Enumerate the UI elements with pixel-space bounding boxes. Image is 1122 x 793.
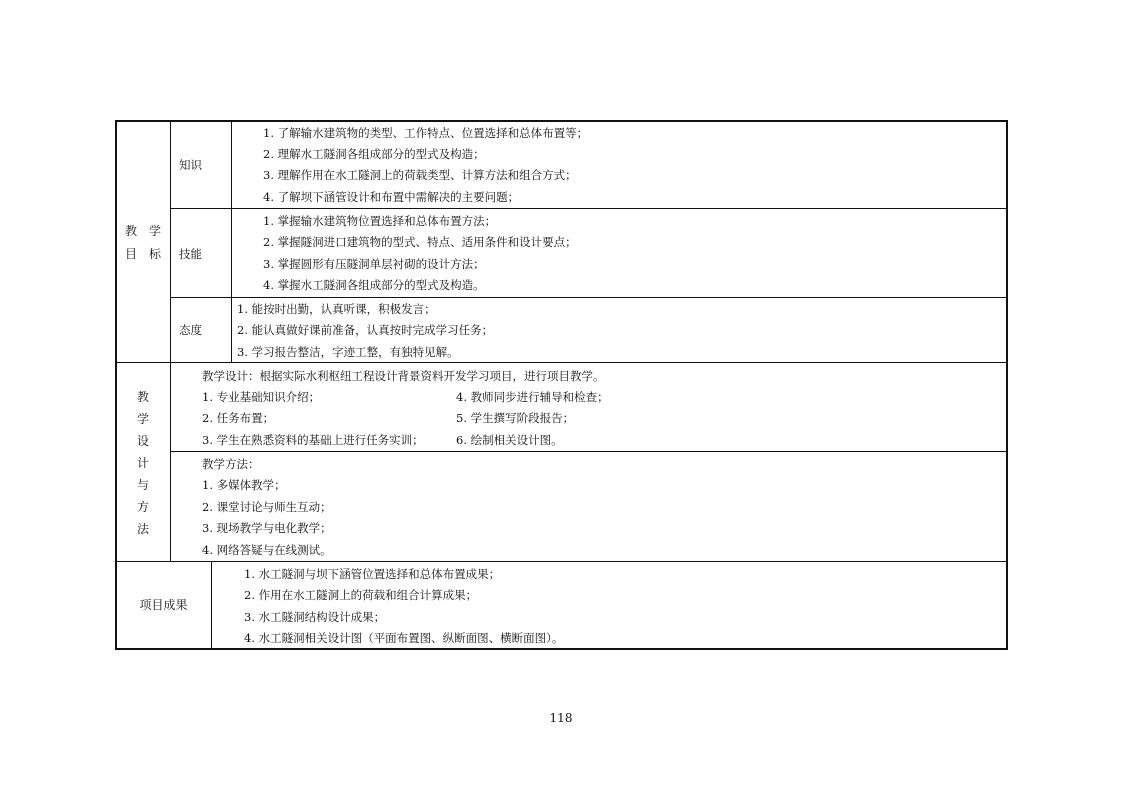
objectives-label-line2: 目 标 (124, 247, 161, 261)
divider (170, 363, 171, 561)
page-number: 118 (549, 711, 573, 725)
skills-item: 4. 掌握水工隧洞各组成部分的型式及构造。 (263, 278, 485, 292)
methods-item: 4. 网络答疑与在线测试。 (202, 543, 332, 557)
design-label-char: 学 (136, 412, 149, 426)
design-item: 3. 学生在熟悉资料的基础上进行任务实训； (202, 433, 424, 447)
methods-item: 3. 现场教学与电化教学； (202, 521, 332, 535)
table-border-bottom (115, 648, 1008, 650)
knowledge-item: 3. 理解作用在水工隧洞上的荷载类型、计算方法和组合方式； (263, 168, 577, 182)
attitude-label: 态度 (179, 323, 202, 337)
skills-item: 2. 掌握隧洞进口建筑物的型式、特点、适用条件和设计要点； (263, 235, 577, 249)
outcome-item: 1. 水工隧洞与坝下涵管位置选择和总体布置成果； (244, 567, 501, 581)
divider (170, 297, 1007, 298)
table-border-right (1006, 120, 1008, 650)
design-label-char: 法 (136, 522, 149, 536)
attitude-item: 3. 学习报告整洁，字迹工整，有独特见解。 (237, 345, 459, 359)
design-item: 1. 专业基础知识介绍； (202, 390, 321, 404)
knowledge-item: 1. 了解输水建筑物的类型、工作特点、位置选择和总体布置等； (263, 126, 589, 140)
divider (170, 121, 171, 363)
attitude-item: 1. 能按时出勤，认真听课，积极发言； (237, 302, 436, 316)
knowledge-item: 2. 理解水工隧洞各组成部分的型式及构造； (263, 147, 485, 161)
divider (211, 562, 212, 649)
design-item: 5. 学生撰写阶段报告； (456, 411, 575, 425)
divider (116, 362, 1007, 363)
skills-label: 技能 (179, 247, 202, 261)
methods-heading: 教学方法： (202, 457, 260, 471)
table-border-top (115, 120, 1008, 122)
design-item: 6. 绘制相关设计图。 (456, 433, 563, 447)
design-label-char: 与 (136, 478, 149, 492)
design-label-char: 设 (136, 434, 149, 448)
divider (170, 208, 1007, 209)
outcome-item: 4. 水工隧洞相关设计图（平面布置图、纵断面图、横断面图）。 (244, 631, 564, 645)
design-item: 4. 教师同步进行辅导和检查； (456, 390, 609, 404)
divider (231, 121, 232, 363)
knowledge-item: 4. 了解坝下涵管设计和布置中需解决的主要问题； (263, 190, 520, 204)
objectives-label-line1: 教 学 (124, 224, 161, 238)
methods-item: 1. 多媒体教学； (202, 478, 286, 492)
skills-item: 3. 掌握圆形有压隧洞单层衬砌的设计方法； (263, 257, 485, 271)
knowledge-label: 知识 (179, 158, 202, 172)
divider (170, 451, 1007, 452)
design-label-char: 教 (136, 390, 149, 404)
attitude-item: 2. 能认真做好课前准备，认真按时完成学习任务； (237, 323, 494, 337)
outcome-item: 2. 作用在水工隧洞上的荷载和组合计算成果； (244, 588, 478, 602)
design-label-char: 计 (136, 456, 149, 470)
divider (116, 561, 1007, 562)
outcomes-label: 项目成果 (139, 598, 188, 612)
design-item: 2. 任务布置； (202, 411, 275, 425)
table-border-left (115, 120, 117, 650)
outcome-item: 3. 水工隧洞结构设计成果； (244, 610, 386, 624)
methods-item: 2. 课堂讨论与师生互动； (202, 500, 332, 514)
design-label-char: 方 (136, 500, 149, 514)
design-heading: 教学设计：根据实际水利枢纽工程设计背景资料开发学习项目，进行项目教学。 (202, 369, 605, 383)
skills-item: 1. 掌握输水建筑物位置选择和总体布置方法； (263, 214, 497, 228)
